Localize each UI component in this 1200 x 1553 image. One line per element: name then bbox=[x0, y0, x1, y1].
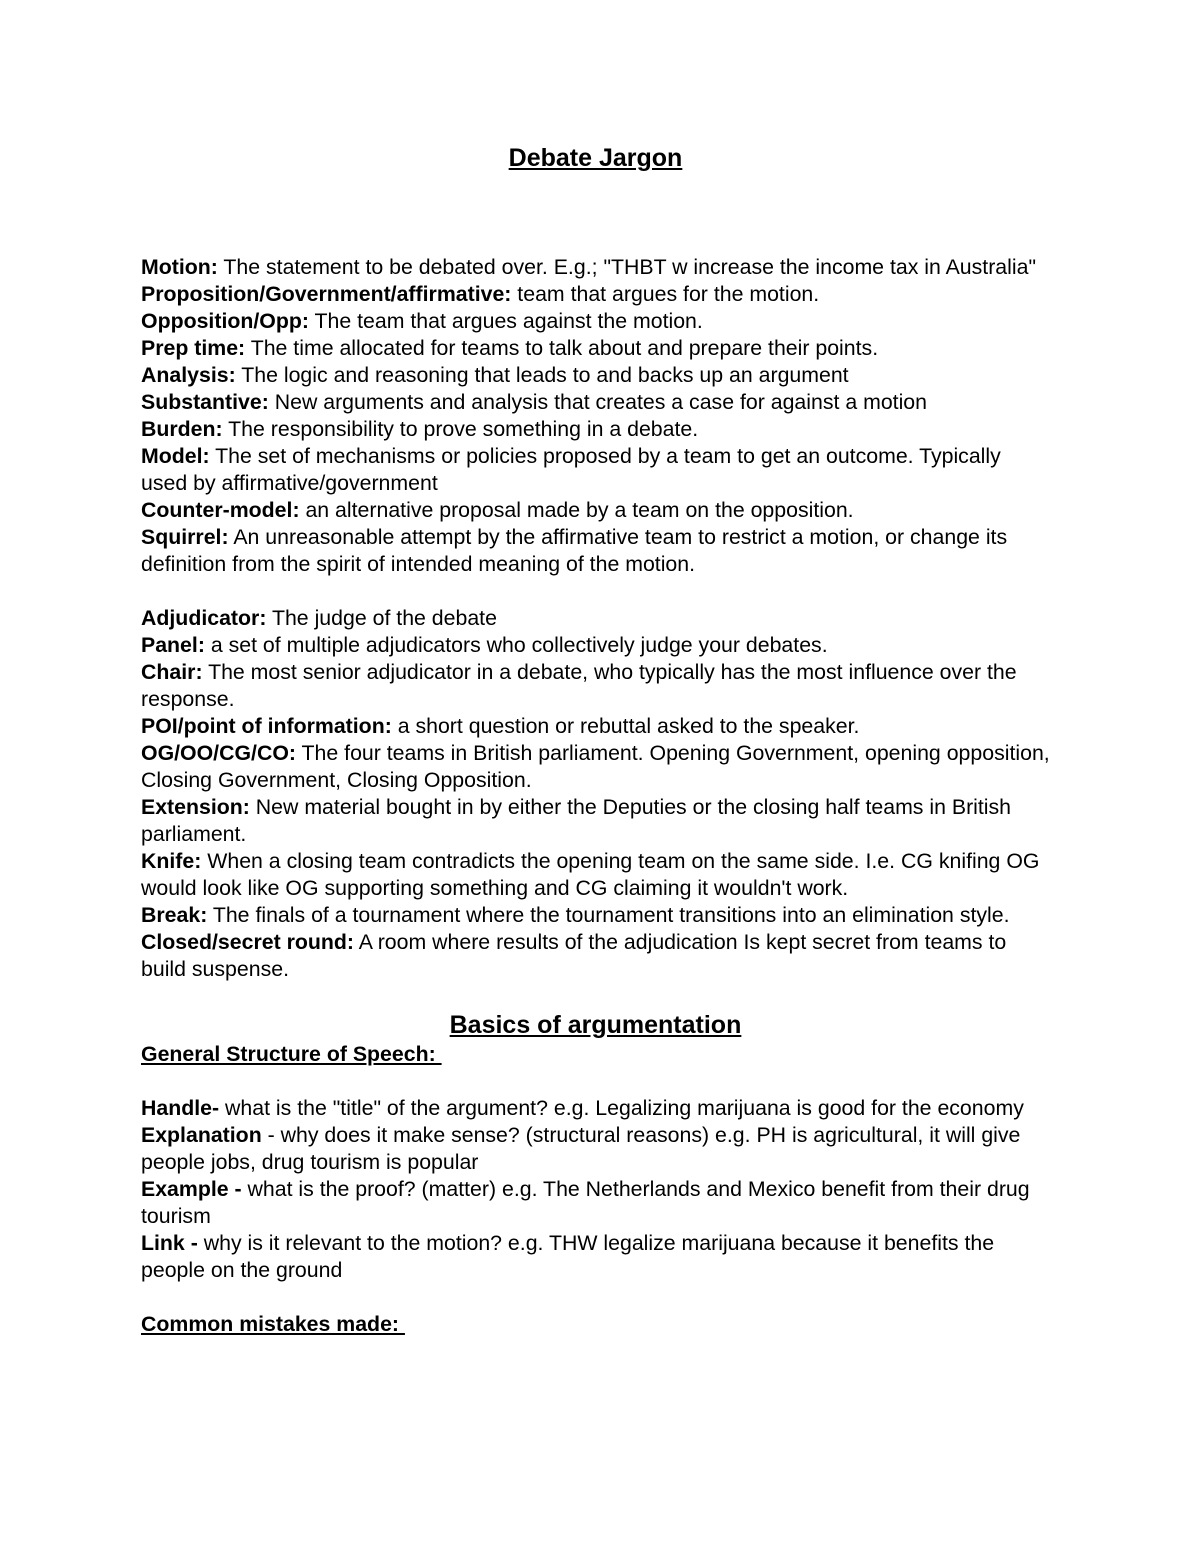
glossary-entry bbox=[141, 848, 1050, 902]
glossary-term: Break: bbox=[141, 903, 208, 927]
glossary-definition: The most senior adjudicator in a debate, who typically has the most influence over the response. bbox=[141, 660, 1017, 711]
glossary-entry bbox=[141, 740, 1050, 794]
glossary-term: Prep time: bbox=[141, 336, 246, 360]
glossary-term: Closed/secret round: bbox=[141, 930, 355, 954]
glossary-term: Burden: bbox=[141, 417, 223, 441]
glossary-definition: New material bought in by either the Deputies or the closing half teams in British parliament. bbox=[141, 795, 1012, 846]
glossary-term: Knife: bbox=[141, 849, 202, 873]
glossary-term: Model: bbox=[141, 444, 210, 468]
structure-entry bbox=[141, 1095, 1050, 1122]
glossary-entry bbox=[141, 281, 1050, 308]
glossary-definition: The four teams in British parliament. Opening Government, opening opposition, Closing Government, Closing Opposition. bbox=[141, 741, 1050, 792]
glossary-definition: The finals of a tournament where the tournament transitions into an elimination style. bbox=[207, 903, 1010, 927]
glossary-entry bbox=[141, 416, 1050, 443]
glossary-entry bbox=[141, 632, 1050, 659]
glossary-entry bbox=[141, 713, 1050, 740]
glossary-definition: The statement to be debated over. E.g.; "THBT w increase the income tax in Australia" bbox=[217, 255, 1037, 279]
structure-list bbox=[141, 1095, 1050, 1284]
structure-description: - why does it make sense? (structural reasons) e.g. PH is agricultural, it will give people jobs, drug tourism is popular bbox=[141, 1123, 1021, 1174]
glossary-entry bbox=[141, 497, 1050, 524]
glossary-definition: The set of mechanisms or policies proposed by a team to get an outcome. Typically used by affirmative/government bbox=[141, 444, 1001, 495]
glossary-definition: An unreasonable attempt by the affirmative team to restrict a motion, or change its definition from the spirit of intended meaning of the motion. bbox=[141, 525, 1008, 576]
glossary-term: Adjudicator: bbox=[141, 606, 267, 630]
structure-entry bbox=[141, 1122, 1050, 1176]
glossary-term: Chair: bbox=[141, 660, 203, 684]
glossary-definition: The time allocated for teams to talk about and prepare their points. bbox=[245, 336, 879, 360]
structure-entry bbox=[141, 1230, 1050, 1284]
glossary-entry bbox=[141, 389, 1050, 416]
glossary-entry bbox=[141, 443, 1050, 497]
glossary-entry bbox=[141, 902, 1050, 929]
glossary-definition: New arguments and analysis that creates a case for against a motion bbox=[268, 390, 927, 414]
glossary-term: POI/point of information: bbox=[141, 714, 392, 738]
glossary-term: Motion: bbox=[141, 255, 218, 279]
page-title: Debate Jargon bbox=[508, 144, 683, 172]
glossary-term: Analysis: bbox=[141, 363, 236, 387]
glossary-definition: A room where results of the adjudication Is kept secret from teams to build suspense. bbox=[141, 930, 1007, 981]
mistakes-heading: Common mistakes made: bbox=[141, 1312, 405, 1336]
jargon-list bbox=[141, 254, 1050, 578]
structure-description: what is the proof? (matter) e.g. The Netherlands and Mexico benefit from their drug tourism bbox=[141, 1177, 1030, 1228]
glossary-entry bbox=[141, 794, 1050, 848]
glossary-definition: The judge of the debate bbox=[266, 606, 497, 630]
glossary-entry bbox=[141, 605, 1050, 632]
structure-description: why is it relevant to the motion? e.g. THW legalize marijuana because it benefits the people on the ground bbox=[141, 1231, 995, 1282]
glossary-term: OG/OO/CG/CO: bbox=[141, 741, 296, 765]
structure-description: what is the "title" of the argument? e.g. Legalizing marijuana is good for the economy bbox=[219, 1096, 1024, 1120]
glossary-definition: a short question or rebuttal asked to the speaker. bbox=[391, 714, 860, 738]
glossary-term: Substantive: bbox=[141, 390, 269, 414]
glossary-term: Counter-model: bbox=[141, 498, 300, 522]
structure-term: Example - bbox=[141, 1177, 242, 1201]
glossary-definition: an alternative proposal made by a team on the opposition. bbox=[299, 498, 854, 522]
structure-term: Handle- bbox=[141, 1096, 220, 1120]
glossary-entry bbox=[141, 524, 1050, 578]
glossary-term: Extension: bbox=[141, 795, 250, 819]
section-heading: Basics of argumentation bbox=[449, 1011, 742, 1039]
glossary-term: Squirrel: bbox=[141, 525, 229, 549]
structure-term: Link - bbox=[141, 1231, 198, 1255]
glossary-entry bbox=[141, 308, 1050, 335]
glossary-entry bbox=[141, 254, 1050, 281]
glossary-term: Proposition/Government/affirmative: bbox=[141, 282, 512, 306]
glossary-definition: a set of multiple adjudicators who collectively judge your debates. bbox=[204, 633, 828, 657]
structure-entry bbox=[141, 1176, 1050, 1230]
glossary-definition: When a closing team contradicts the opening team on the same side. I.e. CG knifing OG would look like OG supporting something and CG claiming it wouldn't work. bbox=[141, 849, 1040, 900]
glossary-definition: team that argues for the motion. bbox=[511, 282, 820, 306]
glossary-entry bbox=[141, 335, 1050, 362]
glossary-term: Panel: bbox=[141, 633, 205, 657]
structure-heading: General Structure of Speech: bbox=[141, 1042, 442, 1066]
glossary-term: Opposition/Opp: bbox=[141, 309, 309, 333]
glossary-definition: The responsibility to prove something in a debate. bbox=[222, 417, 699, 441]
glossary-definition: The logic and reasoning that leads to and backs up an argument bbox=[235, 363, 849, 387]
glossary-entry bbox=[141, 659, 1050, 713]
roles-list bbox=[141, 605, 1050, 983]
structure-term: Explanation bbox=[141, 1123, 262, 1147]
glossary-definition: The team that argues against the motion. bbox=[308, 309, 703, 333]
glossary-entry bbox=[141, 362, 1050, 389]
glossary-entry bbox=[141, 929, 1050, 983]
